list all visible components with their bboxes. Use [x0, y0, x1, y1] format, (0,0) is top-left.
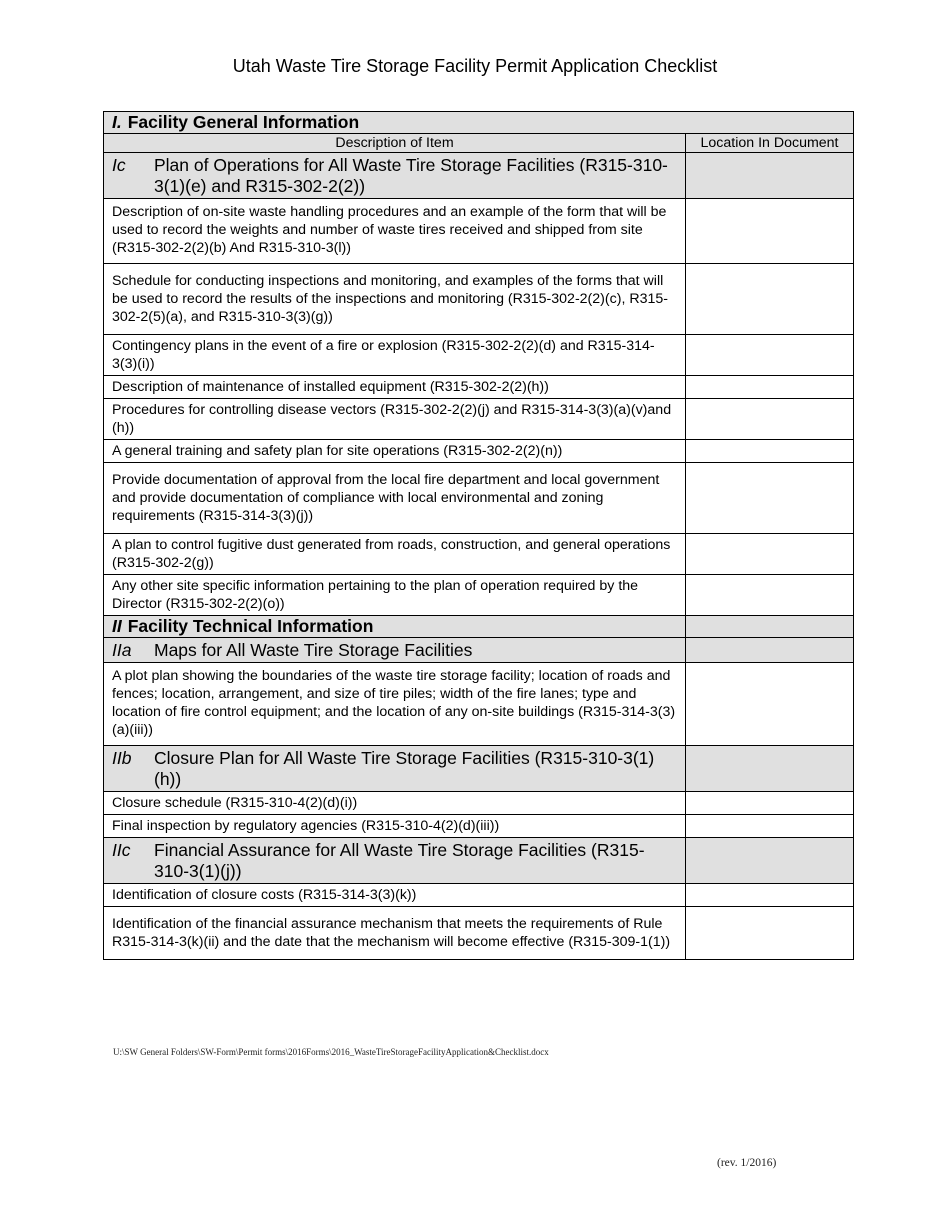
location-cell[interactable]	[686, 335, 854, 376]
section-header	[104, 112, 854, 134]
location-cell	[686, 838, 854, 884]
checklist-item	[104, 399, 854, 440]
subsection-label: Plan of Operations for All Waste Tire Storage Facilities (R315-310-3(1)(e) and R315-302-2(2))	[154, 155, 668, 196]
item-description: Identification of the financial assurance mechanism that meets the requirements of Rule R315-314-3(k)(ii) and the date that the mechanism will become effective (R315-309-1(1))	[104, 907, 686, 960]
subsection-code: IIa	[112, 640, 132, 660]
checklist-item	[104, 335, 854, 376]
location-cell[interactable]	[686, 663, 854, 746]
checklist-item	[104, 534, 854, 575]
location-cell[interactable]	[686, 199, 854, 264]
subsection-code: IIc	[112, 840, 131, 860]
section-number: II	[112, 616, 122, 636]
location-cell[interactable]	[686, 792, 854, 815]
checklist-item	[104, 199, 854, 264]
item-description: A plan to control fugitive dust generated from roads, construction, and general operations (R315-302-2(g))	[104, 534, 686, 575]
item-description: Schedule for conducting inspections and monitoring, and examples of the forms that will be used to record the results of the inspections and monitoring (R315-302-2(2)(c), R315-302-2(5)(a), and R315-310-3(3)(g))	[104, 264, 686, 335]
checklist-item	[104, 376, 854, 399]
checklist-item	[104, 815, 854, 838]
item-description: Contingency plans in the event of a fire or explosion (R315-302-2(2)(d) and R315-314-3(3)(i))	[104, 335, 686, 376]
item-description: Final inspection by regulatory agencies (R315-310-4(2)(d)(iii))	[104, 815, 686, 838]
page-title: Utah Waste Tire Storage Facility Permit Application Checklist	[232, 56, 718, 76]
item-description: Description of maintenance of installed equipment (R315-302-2(2)(h))	[104, 376, 686, 399]
column-header-description: Description of Item	[104, 134, 686, 153]
subsection-row	[104, 153, 854, 199]
section-label: Facility General Information	[127, 112, 360, 132]
checklist-item	[104, 663, 854, 746]
subsection-code: Ic	[112, 155, 126, 175]
item-description: Any other site specific information pertaining to the plan of operation required by the Director (R315-302-2(2)(o))	[104, 575, 686, 616]
location-cell[interactable]	[686, 575, 854, 616]
item-description: A plot plan showing the boundaries of the waste tire storage facility; location of roads and fences; location, arrangement, and size of tire piles; width of the fire lanes; type and location of fire control equipment; and the location of any on-site buildings (R315-314-3(3)(a)(iii))	[104, 663, 686, 746]
location-cell[interactable]	[686, 399, 854, 440]
location-cell	[686, 746, 854, 792]
subsection-header	[104, 746, 686, 792]
subsection-row	[104, 746, 854, 792]
section-number: I.	[112, 112, 122, 132]
location-cell[interactable]	[686, 440, 854, 463]
checklist-item	[104, 907, 854, 960]
subsection-header	[104, 153, 686, 199]
checklist-item	[104, 575, 854, 616]
subsection-row	[104, 638, 854, 663]
section-row	[104, 616, 854, 638]
location-cell[interactable]	[686, 815, 854, 838]
checklist-item	[104, 792, 854, 815]
section-label: Facility Technical Information	[127, 616, 374, 636]
location-cell	[686, 616, 854, 638]
subsection-label: Maps for All Waste Tire Storage Facilities	[154, 640, 473, 660]
subsection-header	[104, 638, 686, 663]
section-header	[104, 616, 686, 638]
location-cell[interactable]	[686, 463, 854, 534]
location-cell[interactable]	[686, 534, 854, 575]
item-description: Provide documentation of approval from the local fire department and local government and provide documentation of compliance with local environmental and zoning requirements (R315-314-3(3)(j))	[104, 463, 686, 534]
subsection-header	[104, 838, 686, 884]
location-cell[interactable]	[686, 884, 854, 907]
checklist-table	[103, 111, 854, 960]
column-header-row	[104, 134, 854, 153]
item-description: A general training and safety plan for site operations (R315-302-2(2)(n))	[104, 440, 686, 463]
subsection-row	[104, 838, 854, 884]
subsection-label: Financial Assurance for All Waste Tire Storage Facilities (R315-310-3(1)(j))	[154, 840, 645, 881]
subsection-code: IIb	[112, 748, 132, 768]
checklist-item	[104, 884, 854, 907]
revision-note: (rev. 1/2016)	[717, 1157, 777, 1169]
subsection-label: Closure Plan for All Waste Tire Storage Facilities (R315-310-3(1)(h))	[154, 748, 655, 789]
checklist-item	[104, 463, 854, 534]
item-description: Closure schedule (R315-310-4(2)(d)(i))	[104, 792, 686, 815]
item-description: Procedures for controlling disease vectors (R315-302-2(2)(j) and R315-314-3(3)(a)(v)and (h))	[104, 399, 686, 440]
file-path-footer: U:\SW General Folders\SW-Form\Permit forms\2016Forms\2016_WasteTireStorageFacilityApplication&Checklist.docx	[113, 1047, 549, 1057]
location-cell[interactable]	[686, 907, 854, 960]
item-description: Identification of closure costs (R315-314-3(3)(k))	[104, 884, 686, 907]
checklist-item	[104, 440, 854, 463]
column-header-location: Location In Document	[686, 134, 854, 153]
section-row	[104, 112, 854, 134]
location-cell	[686, 153, 854, 199]
location-cell[interactable]	[686, 376, 854, 399]
checklist-item	[104, 264, 854, 335]
location-cell[interactable]	[686, 264, 854, 335]
item-description: Description of on-site waste handling procedures and an example of the form that will be used to record the weights and number of waste tires received and shipped from site (R315-302-2(2)(b) And R315-310-3(l))	[104, 199, 686, 264]
location-cell	[686, 638, 854, 663]
